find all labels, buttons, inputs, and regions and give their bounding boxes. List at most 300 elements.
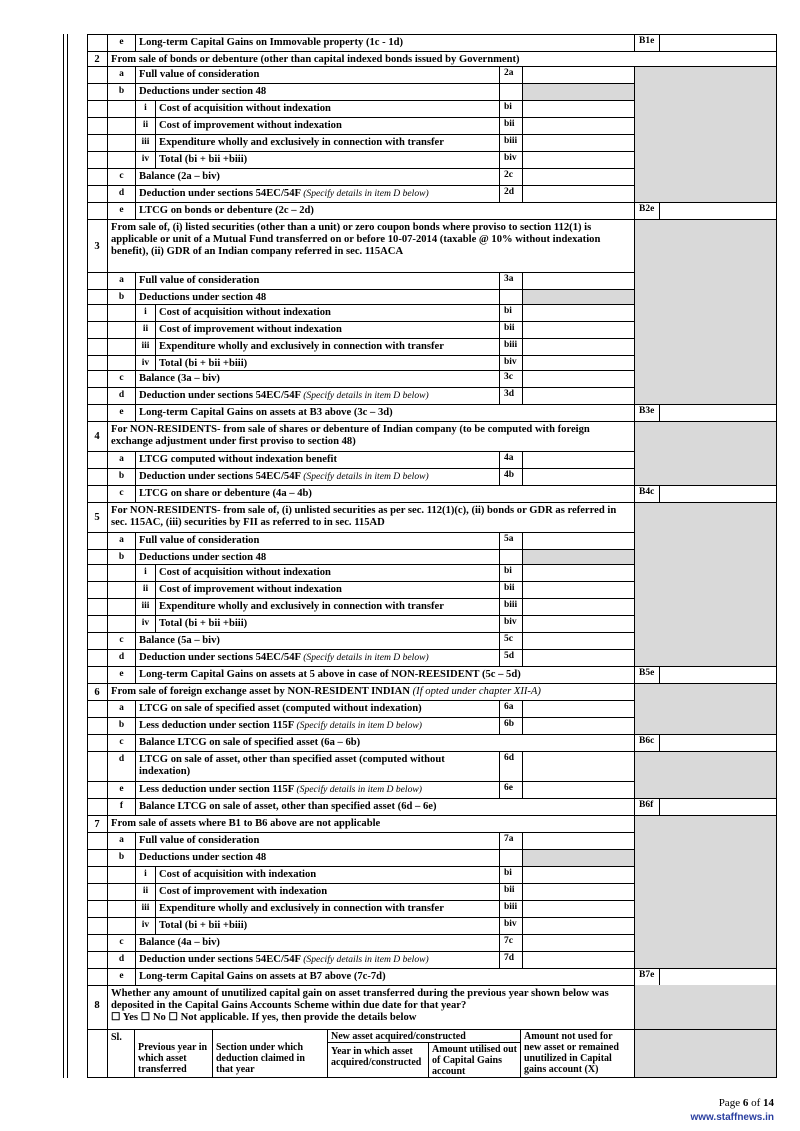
section-number xyxy=(87,452,107,468)
item-letter xyxy=(107,599,135,615)
item-letter xyxy=(107,356,135,370)
item-letter: d xyxy=(107,952,135,968)
item-label-text: Balance LTCG on sale of asset, other than specified asset (6d – 6e) xyxy=(139,801,437,812)
item-label-text: Total (bi + bii +biii) xyxy=(159,358,248,369)
item-label-text: Balance (3a – biv) xyxy=(139,373,220,384)
item-letter: a xyxy=(107,67,135,83)
item-label xyxy=(135,799,634,815)
item-label-text: Cost of improvement without indexation xyxy=(159,120,342,131)
amount-field[interactable] xyxy=(522,650,634,666)
item-label-text: Less deduction under section 115F xyxy=(139,784,294,795)
amount-field[interactable] xyxy=(522,322,634,338)
item-letter xyxy=(107,901,135,917)
item-label xyxy=(135,718,499,734)
total-code: B6c xyxy=(634,735,659,751)
item-label-text: Deduction under sections 54EC/54F xyxy=(139,188,301,199)
item-label xyxy=(155,101,499,117)
item-code: 6e xyxy=(499,782,522,798)
item-letter: c xyxy=(107,735,135,751)
item-label-text: Cost of improvement without indexation xyxy=(159,324,342,335)
item-letter xyxy=(107,884,135,900)
item-roman: ii xyxy=(135,582,155,598)
shaded-column xyxy=(634,219,777,404)
item-code: 2a xyxy=(499,67,522,83)
item-letter: b xyxy=(107,290,135,304)
item-label xyxy=(135,952,499,968)
amount-field[interactable] xyxy=(522,582,634,598)
item-label xyxy=(155,322,499,338)
section-number xyxy=(87,599,107,615)
item-note: (Specify details in item D below) xyxy=(303,652,429,663)
section-number xyxy=(87,735,107,751)
amount-field[interactable] xyxy=(522,273,634,289)
section-8-shaded xyxy=(634,1030,777,1077)
section-number xyxy=(87,405,107,421)
item-letter: e xyxy=(107,969,135,985)
item-label-text: Deductions under section 48 xyxy=(139,552,267,563)
item-roman: i xyxy=(135,305,155,321)
section-number xyxy=(87,84,107,100)
item-label-text: Total (bi + bii +biii) xyxy=(159,154,248,165)
section-number xyxy=(87,969,107,985)
section-number xyxy=(87,290,107,304)
shaded-column xyxy=(634,815,777,968)
item-label xyxy=(155,152,499,168)
col-amount-utilised: Amount utilised out of Capital Gains account xyxy=(428,1043,520,1077)
form-row xyxy=(87,404,777,421)
schedule-cg-form xyxy=(87,34,777,1078)
amount-field[interactable] xyxy=(522,101,634,117)
item-label-text: LTCG computed without indexation benefit xyxy=(139,454,337,465)
section-number: 4 xyxy=(94,431,100,442)
item-label xyxy=(135,752,499,781)
page-number xyxy=(719,1097,774,1109)
section-number: 6 xyxy=(94,686,100,698)
item-label xyxy=(135,533,499,549)
item-note: (Specify details in item D below) xyxy=(303,390,429,401)
item-letter xyxy=(107,152,135,168)
item-code: 7c xyxy=(499,935,522,951)
item-letter xyxy=(107,322,135,338)
item-code: 3c xyxy=(499,371,522,387)
item-letter: a xyxy=(107,533,135,549)
amount-field[interactable] xyxy=(522,118,634,134)
item-roman: i xyxy=(135,867,155,883)
item-code: bi xyxy=(499,565,522,581)
col-section: Section under which deduction claimed in that year xyxy=(212,1030,327,1077)
amount-field[interactable] xyxy=(522,186,634,202)
item-label xyxy=(155,565,499,581)
item-label xyxy=(135,388,499,404)
section-number xyxy=(87,533,107,549)
section-heading-text: For NON-RESIDENTS- from sale of, (i) unlisted securities as per sec. 112(1)(c), (ii) bonds or GDR as referred in sec. 115AC, (iii) securities by FII as referred to in sec. 115AD xyxy=(111,505,617,528)
total-amount-field[interactable] xyxy=(659,799,777,815)
item-letter: c xyxy=(107,371,135,387)
item-roman: ii xyxy=(135,118,155,134)
section-number xyxy=(87,186,107,202)
item-letter: d xyxy=(107,388,135,404)
item-label-text: Balance (4a – biv) xyxy=(139,937,220,948)
item-label xyxy=(155,867,499,883)
section-number xyxy=(87,752,107,781)
item-letter xyxy=(107,918,135,934)
item-letter: c xyxy=(107,169,135,185)
section-number xyxy=(87,799,107,815)
item-label xyxy=(135,186,499,202)
item-label xyxy=(135,833,499,849)
item-label xyxy=(135,84,499,100)
shaded-column xyxy=(634,683,777,734)
item-code: 7d xyxy=(499,952,522,968)
item-code: 5a xyxy=(499,533,522,549)
section-number: 8 xyxy=(94,1000,100,1011)
page-total: 14 xyxy=(763,1097,774,1109)
item-label xyxy=(135,633,499,649)
section-number xyxy=(87,935,107,951)
item-letter: e xyxy=(107,203,135,219)
item-letter: d xyxy=(107,186,135,202)
amount-field[interactable] xyxy=(522,452,634,468)
item-note: (Specify details in item D below) xyxy=(303,954,429,965)
amount-field[interactable] xyxy=(522,616,634,632)
item-code: biv xyxy=(499,152,522,168)
item-label xyxy=(135,935,499,951)
item-note: (Specify details in item D below) xyxy=(303,471,429,482)
section-number xyxy=(87,118,107,134)
amount-field[interactable] xyxy=(522,469,634,485)
amount-field[interactable] xyxy=(522,752,634,781)
item-note: (Specify details in item D below) xyxy=(296,784,422,795)
item-label xyxy=(135,371,499,387)
section-number xyxy=(87,850,107,866)
amount-field[interactable] xyxy=(522,850,634,866)
item-letter: b xyxy=(107,84,135,100)
item-label-text: Cost of acquisition without indexation xyxy=(159,103,331,114)
col-new-asset-label: New asset acquired/constructed xyxy=(328,1030,520,1043)
section-8-table-header xyxy=(87,1029,777,1078)
item-label-text: Less deduction under section 115F xyxy=(139,720,294,731)
item-label-text: Long-term Capital Gains on assets at B3 above (3c – 3d) xyxy=(139,407,393,418)
item-letter xyxy=(107,339,135,355)
item-label-text: Cost of acquisition with indexation xyxy=(159,869,317,880)
item-label xyxy=(135,169,499,185)
section-number xyxy=(87,67,107,83)
item-label xyxy=(155,901,499,917)
form-row xyxy=(87,734,777,751)
item-code: 6d xyxy=(499,752,522,781)
section-heading-text: For NON-RESIDENTS- from sale of shares or debenture of Indian company (to be computed with foreign exchange adjustment under first proviso to section 48) xyxy=(111,424,590,447)
item-letter xyxy=(107,135,135,151)
item-label xyxy=(135,469,499,485)
total-amount-field[interactable] xyxy=(659,35,777,51)
item-code: biii xyxy=(499,901,522,917)
item-roman: iii xyxy=(135,901,155,917)
item-label xyxy=(135,701,499,717)
section-number: 3 xyxy=(94,240,100,252)
item-label-text: Balance (5a – biv) xyxy=(139,635,220,646)
item-label-text: Cost of acquisition without indexation xyxy=(159,567,331,578)
section-heading-note: (If opted under chapter XII-A) xyxy=(412,686,541,697)
item-code: 6b xyxy=(499,718,522,734)
item-code: bii xyxy=(499,884,522,900)
amount-field[interactable] xyxy=(522,67,634,83)
item-letter: a xyxy=(107,833,135,849)
amount-field[interactable] xyxy=(522,833,634,849)
amount-field[interactable] xyxy=(522,952,634,968)
amount-field[interactable] xyxy=(522,901,634,917)
form-row xyxy=(87,485,777,502)
item-roman: iv xyxy=(135,152,155,168)
col-new-asset xyxy=(327,1030,520,1077)
section-number: 2 xyxy=(94,53,100,65)
item-roman: iii xyxy=(135,339,155,355)
item-label xyxy=(135,735,634,751)
total-amount-field[interactable] xyxy=(659,203,777,219)
item-letter xyxy=(107,305,135,321)
form-row xyxy=(87,51,777,66)
item-code: 2d xyxy=(499,186,522,202)
section-heading xyxy=(107,422,634,451)
item-label-text: Deductions under section 48 xyxy=(139,86,267,97)
amount-field[interactable] xyxy=(522,633,634,649)
shaded-column xyxy=(634,502,777,666)
amount-field[interactable] xyxy=(522,884,634,900)
item-roman: i xyxy=(135,565,155,581)
item-label xyxy=(135,290,499,304)
amount-field[interactable] xyxy=(522,565,634,581)
item-roman: iv xyxy=(135,616,155,632)
section-heading xyxy=(107,816,634,832)
amount-field[interactable] xyxy=(522,935,634,951)
total-code: B3e xyxy=(634,405,659,421)
section-number xyxy=(87,371,107,387)
item-label xyxy=(135,550,499,564)
section-number xyxy=(87,701,107,717)
section-number xyxy=(87,135,107,151)
item-label-text: LTCG on sale of asset, other than specified asset (computed without indexation) xyxy=(139,754,445,777)
amount-field[interactable] xyxy=(522,371,634,387)
item-letter xyxy=(107,101,135,117)
total-code: B1e xyxy=(634,35,659,51)
item-label-text: Full value of consideration xyxy=(139,69,260,80)
total-amount-field[interactable] xyxy=(659,405,777,421)
amount-field[interactable] xyxy=(522,84,634,100)
item-letter: d xyxy=(107,650,135,666)
item-code: 5c xyxy=(499,633,522,649)
item-label-text: Full value of consideration xyxy=(139,535,260,546)
page-of: of xyxy=(748,1097,763,1109)
item-letter: a xyxy=(107,452,135,468)
item-label-text: LTCG on share or debenture (4a – 4b) xyxy=(139,488,312,499)
total-code: B5e xyxy=(634,667,659,683)
item-code: 7a xyxy=(499,833,522,849)
section-number xyxy=(87,169,107,185)
section-number: 5 xyxy=(94,512,100,523)
item-roman: iv xyxy=(135,356,155,370)
item-code: bii xyxy=(499,582,522,598)
item-letter: e xyxy=(107,667,135,683)
col-year-acquired: Year in which asset acquired/constructed xyxy=(331,1046,422,1068)
site-watermark: www.staffnews.in xyxy=(690,1112,774,1123)
amount-field[interactable] xyxy=(522,782,634,798)
item-label-text: Balance (2a – biv) xyxy=(139,171,220,182)
item-roman: ii xyxy=(135,884,155,900)
item-label xyxy=(135,405,634,421)
section-number xyxy=(87,486,107,502)
amount-field[interactable] xyxy=(522,550,634,564)
amount-field[interactable] xyxy=(522,339,634,355)
amount-field[interactable] xyxy=(522,388,634,404)
amount-field[interactable] xyxy=(522,867,634,883)
total-amount-field[interactable] xyxy=(659,667,777,683)
form-row xyxy=(87,34,777,51)
section-number xyxy=(87,273,107,289)
item-label-text: Total (bi + bii +biii) xyxy=(159,920,248,931)
amount-field[interactable] xyxy=(522,356,634,370)
item-letter xyxy=(107,565,135,581)
item-label-text: LTCG on sale of specified asset (computed without indexation) xyxy=(139,703,422,714)
amount-field[interactable] xyxy=(522,290,634,304)
item-code: biv xyxy=(499,918,522,934)
item-note: (Specify details in item D below) xyxy=(296,720,422,731)
item-letter: d xyxy=(107,752,135,781)
margin-line-left xyxy=(63,34,64,1078)
item-label xyxy=(155,356,499,370)
section-8-shaded-column xyxy=(634,985,777,1029)
item-code: biii xyxy=(499,599,522,615)
item-code: bii xyxy=(499,322,522,338)
section-number xyxy=(87,918,107,934)
item-label-text: Cost of improvement without indexation xyxy=(159,584,342,595)
item-label xyxy=(135,667,634,683)
col-sl: Sl. xyxy=(107,1030,134,1077)
amount-field[interactable] xyxy=(522,918,634,934)
item-roman: iii xyxy=(135,135,155,151)
item-label-text: Expenditure wholly and exclusively in connection with transfer xyxy=(159,903,444,914)
item-label xyxy=(135,486,634,502)
col-previous-year: Previous year in which asset transferred xyxy=(134,1030,212,1077)
section-number xyxy=(87,339,107,355)
item-letter: e xyxy=(107,782,135,798)
total-code: B6f xyxy=(634,799,659,815)
item-letter: e xyxy=(107,405,135,421)
item-letter: f xyxy=(107,799,135,815)
item-code: 6a xyxy=(499,701,522,717)
section-number xyxy=(87,35,107,51)
item-label-text: Deduction under sections 54EC/54F xyxy=(139,954,301,965)
item-label-text: Expenditure wholly and exclusively in connection with transfer xyxy=(159,601,444,612)
amount-field[interactable] xyxy=(522,599,634,615)
item-roman: i xyxy=(135,101,155,117)
section-number xyxy=(87,565,107,581)
section-number xyxy=(87,867,107,883)
amount-field[interactable] xyxy=(522,169,634,185)
item-label-text: Cost of acquisition without indexation xyxy=(159,307,331,318)
item-code: 2c xyxy=(499,169,522,185)
section-number xyxy=(87,388,107,404)
amount-field[interactable] xyxy=(522,533,634,549)
item-label-text: Deductions under section 48 xyxy=(139,852,267,863)
section-number xyxy=(87,833,107,849)
item-label-text: Deduction under sections 54EC/54F xyxy=(139,390,301,401)
item-label xyxy=(155,135,499,151)
item-label xyxy=(155,118,499,134)
item-roman: iv xyxy=(135,918,155,934)
section-number xyxy=(87,952,107,968)
item-roman: ii xyxy=(135,322,155,338)
section-number xyxy=(87,356,107,370)
item-code: biii xyxy=(499,339,522,355)
item-label-text: Total (bi + bii +biii) xyxy=(159,618,248,629)
section-heading-text: From sale of bonds or debenture (other than capital indexed bonds issued by Government) xyxy=(111,54,520,65)
section-number xyxy=(87,884,107,900)
item-label-text: Cost of improvement with indexation xyxy=(159,886,328,897)
item-label-text: Full value of consideration xyxy=(139,275,260,286)
item-letter: b xyxy=(107,469,135,485)
section-8-options[interactable]: ☐ Yes ☐ No ☐ Not applicable. If yes, then provide the details below xyxy=(111,1012,417,1023)
item-label-text: Full value of consideration xyxy=(139,835,260,846)
item-label xyxy=(155,884,499,900)
total-amount-field[interactable] xyxy=(659,735,777,751)
item-letter xyxy=(107,616,135,632)
amount-field[interactable] xyxy=(522,701,634,717)
section-number xyxy=(87,616,107,632)
total-amount-field[interactable] xyxy=(659,486,777,502)
amount-field[interactable] xyxy=(522,152,634,168)
item-label xyxy=(135,35,634,51)
item-code: 3a xyxy=(499,273,522,289)
item-label xyxy=(135,452,499,468)
item-code xyxy=(499,550,522,564)
item-label xyxy=(135,850,499,866)
item-label-text: Deduction under sections 54EC/54F xyxy=(139,652,301,663)
section-heading-text: From sale of assets where B1 to B6 above are not applicable xyxy=(111,818,381,829)
amount-field[interactable] xyxy=(522,135,634,151)
amount-field[interactable] xyxy=(522,305,634,321)
total-code: B7e xyxy=(634,969,659,985)
section-heading xyxy=(107,503,634,532)
item-label xyxy=(135,782,499,798)
amount-field[interactable] xyxy=(522,718,634,734)
item-code: biii xyxy=(499,135,522,151)
col-amount-not-used: Amount not used for new asset or remained unutilized in Capital gains account (X) xyxy=(520,1030,634,1077)
section-heading-text: From sale of, (i) listed securities (other than a unit) or zero coupon bonds where proviso to section 112(1) is applicable or unit of a Mutual Fund transferred on or before 10-07-2014 (taxable @ 10% without indexation benefit), (ii) GDR of an Indian company referred in sec. 115ACA xyxy=(111,222,601,257)
item-code: 5d xyxy=(499,650,522,666)
item-letter: c xyxy=(107,935,135,951)
item-label-text: Long-term Capital Gains on Immovable property (1c - 1d) xyxy=(139,37,404,48)
item-code: bi xyxy=(499,101,522,117)
section-number xyxy=(87,901,107,917)
form-row xyxy=(87,666,777,683)
section-number xyxy=(87,469,107,485)
total-amount-field[interactable] xyxy=(659,969,777,985)
section-heading xyxy=(107,684,634,700)
item-note: (Specify details in item D below) xyxy=(303,188,429,199)
shaded-column xyxy=(634,66,777,202)
item-letter xyxy=(107,118,135,134)
item-letter xyxy=(107,867,135,883)
item-code: 3d xyxy=(499,388,522,404)
section-heading-text: From sale of foreign exchange asset by NON-RESIDENT INDIAN xyxy=(111,686,410,697)
item-code: 4b xyxy=(499,469,522,485)
item-label xyxy=(135,203,634,219)
item-letter xyxy=(107,582,135,598)
item-label xyxy=(135,969,634,985)
item-code xyxy=(499,290,522,304)
margin-line-inner xyxy=(67,34,68,1078)
item-letter: b xyxy=(107,718,135,734)
shaded-column xyxy=(634,751,777,798)
